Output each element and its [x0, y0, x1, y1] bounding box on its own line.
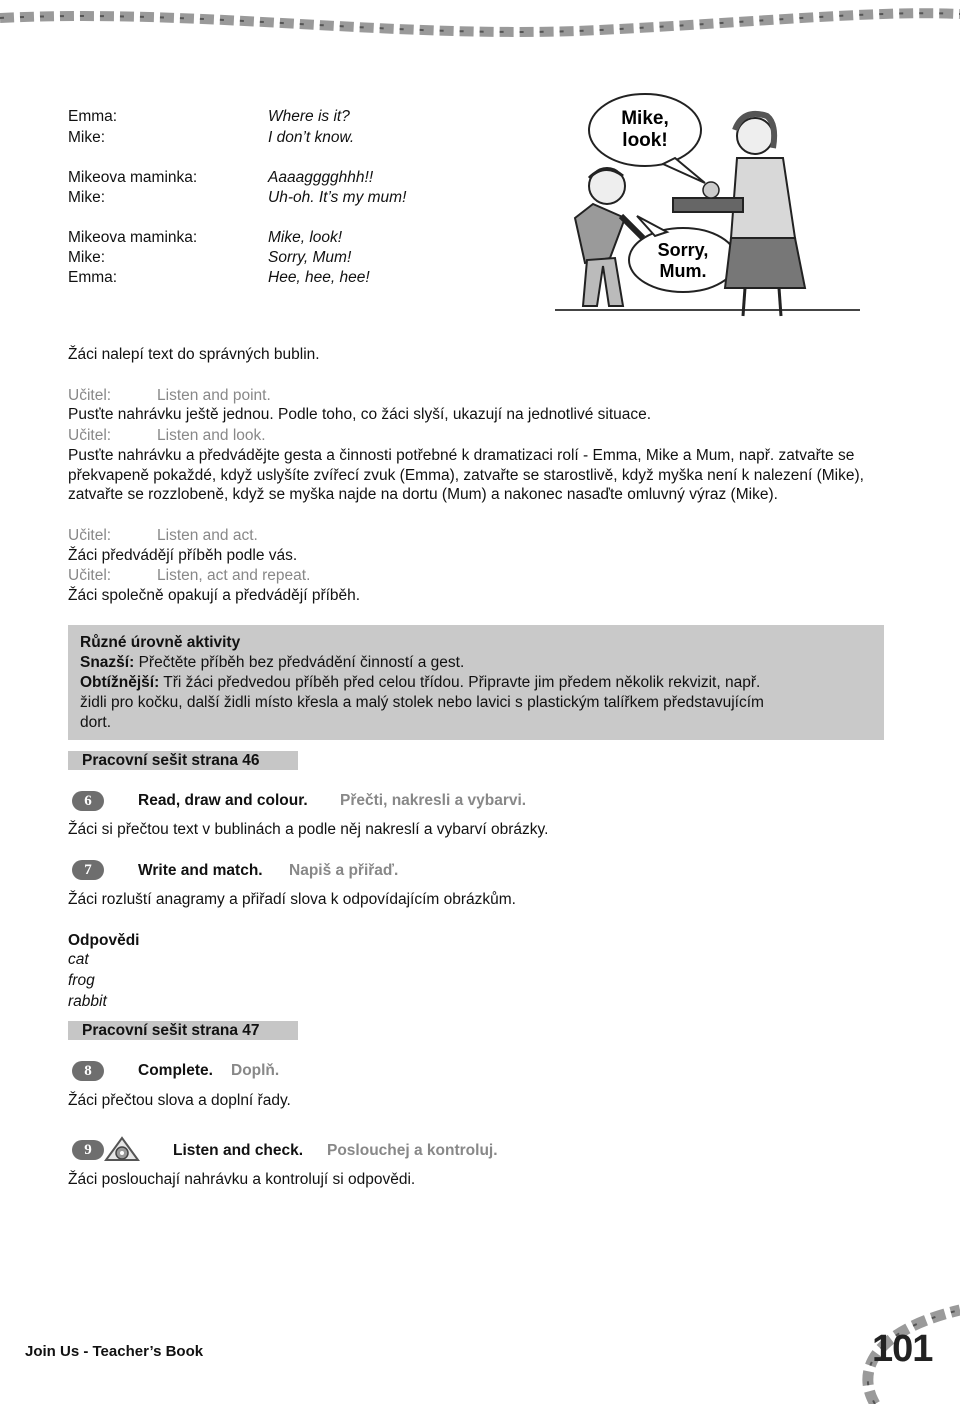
- audio-cd-icon: [104, 1134, 140, 1166]
- exercise-title-cz: Poslouchej a kontroluj.: [327, 1142, 498, 1159]
- instruction-paragraph: Pusťte nahrávku a předvádějte gesta a činnosti potřebné k dramatizaci rolí - Emma, Mike a Mum, např. zatvařte se překvapeně pokaždé, když uslyšíte zvířecí zvuk (Emma), zatvařte se starostlivě, když myška není k nalezení (Mike), zatvařte se rozzlobeně, když se myška najde na dortu (Mum) a nakonec nasaďte omluvný výraz (Mike).: [68, 447, 864, 503]
- levels-title: Různé úrovně aktivity: [80, 634, 241, 651]
- dialogue-line: Hee, hee, hee!: [268, 269, 370, 286]
- dialogue-line: Mike, look!: [268, 229, 343, 246]
- teacher-line: Listen and point.: [157, 387, 271, 404]
- levels-harder: [80, 674, 760, 692]
- speaker: Mike:: [68, 249, 106, 266]
- instruction-stick: Žáci nalepí text do správných bublin.: [68, 346, 320, 363]
- speaker: Emma:: [68, 269, 118, 286]
- answer-item: frog: [68, 972, 95, 989]
- answer-item: cat: [68, 951, 89, 968]
- harder-text-3: dort.: [80, 714, 112, 731]
- exercise-title-cz: Napiš a přiřaď.: [289, 862, 399, 879]
- svg-text:Sorry,: Sorry,: [657, 240, 709, 260]
- exercise-description: Žáci přečtou slova a doplní řady.: [68, 1092, 291, 1109]
- speaker: Emma:: [68, 108, 118, 125]
- exercise-title-cz: Doplň.: [231, 1062, 280, 1079]
- dialogue-line: Aaaagggghhh!!: [268, 169, 374, 186]
- workbook-heading-label: Pracovní sešit strana 46: [82, 752, 260, 769]
- boy-figure: [575, 168, 643, 306]
- instruction-paragraph: Žáci předvádějí příběh podle vás.: [68, 547, 298, 564]
- exercise-title-en: Listen and check.: [173, 1142, 304, 1159]
- harder-text: Tři žáci předvedou příběh před celou třídou. Připravte jim předem několik rekvizit, např.: [159, 674, 761, 691]
- answer-item: rabbit: [68, 993, 107, 1010]
- exercise-number-badge: 8: [72, 1061, 104, 1081]
- dialogue-line: Uh-oh. It’s my mum!: [268, 189, 407, 206]
- page-number: 101: [872, 1328, 933, 1370]
- exercise-number-badge: 7: [72, 860, 104, 880]
- teacher-label: Učitel:: [68, 567, 112, 584]
- exercise-number-badge: 6: [72, 791, 104, 811]
- exercise-title-cz: Přečti, nakresli a vybarvi.: [340, 792, 527, 809]
- instruction-paragraph: Pusťte nahrávku ještě jednou. Podle toho, co žáci slyší, ukazují na jednotlivé situace.: [68, 406, 652, 423]
- exercise-description: Žáci poslouchají nahrávku a kontrolují si odpovědi.: [68, 1171, 416, 1188]
- speaker: Mikeova maminka:: [68, 169, 198, 186]
- teacher-label: Učitel:: [68, 527, 112, 544]
- dialogue-line: Where is it?: [268, 108, 350, 125]
- exercise-number-badge: 9: [72, 1140, 104, 1160]
- levels-box: [68, 625, 884, 740]
- story-illustration: [555, 88, 860, 328]
- footer-book-title: Join Us - Teacher’s Book: [25, 1343, 204, 1360]
- speaker: Mikeova maminka:: [68, 229, 198, 246]
- bubble-mike-look: Mike,: [621, 108, 669, 129]
- speaker: Mike:: [68, 189, 106, 206]
- teacher-line: Listen, act and repeat.: [157, 567, 311, 584]
- dialogue-line: I don’t know.: [268, 129, 355, 146]
- answers-title: Odpovědi: [68, 932, 140, 949]
- instruction-paragraph: Žáci společně opakují a předvádějí příběh.: [68, 587, 361, 604]
- teacher-label: Učitel:: [68, 387, 112, 404]
- speaker: Mike:: [68, 129, 106, 146]
- workbook-heading: [68, 751, 298, 770]
- teacher-line: Listen and look.: [157, 427, 266, 444]
- exercise-description: Žáci si přečtou text v bublinách a podle něj nakreslí a vybarví obrázky.: [68, 821, 549, 838]
- harder-text-2: židli pro kočku, další židli místo křesla a malý stolek nebo lavici s plastickým talířkem představujícím: [80, 694, 764, 711]
- bubble-mike-look-2: look!: [622, 130, 668, 151]
- dialogue-line: Sorry, Mum!: [268, 249, 352, 266]
- teacher-line: Listen and act.: [157, 527, 258, 544]
- rope-border-top: [0, 0, 960, 70]
- easier-label: Snazší:: [80, 654, 135, 671]
- exercise-description: Žáci rozluští anagramy a přiřadí slova k odpovídajícím obrázkům.: [68, 891, 516, 908]
- workbook-heading-label: Pracovní sešit strana 47: [82, 1022, 260, 1039]
- exercise-title-en: Complete.: [138, 1062, 213, 1079]
- svg-text:Mum.: Mum.: [659, 261, 707, 281]
- levels-easier: [80, 654, 464, 672]
- teacher-label: Učitel:: [68, 427, 112, 444]
- exercise-title-en: Read, draw and colour.: [138, 792, 308, 809]
- exercise-title-en: Write and match.: [138, 862, 263, 879]
- workbook-heading: [68, 1021, 298, 1040]
- harder-label: Obtížnější:: [80, 674, 160, 691]
- easier-text: Přečtěte příběh bez předvádění činností a gest.: [134, 654, 465, 671]
